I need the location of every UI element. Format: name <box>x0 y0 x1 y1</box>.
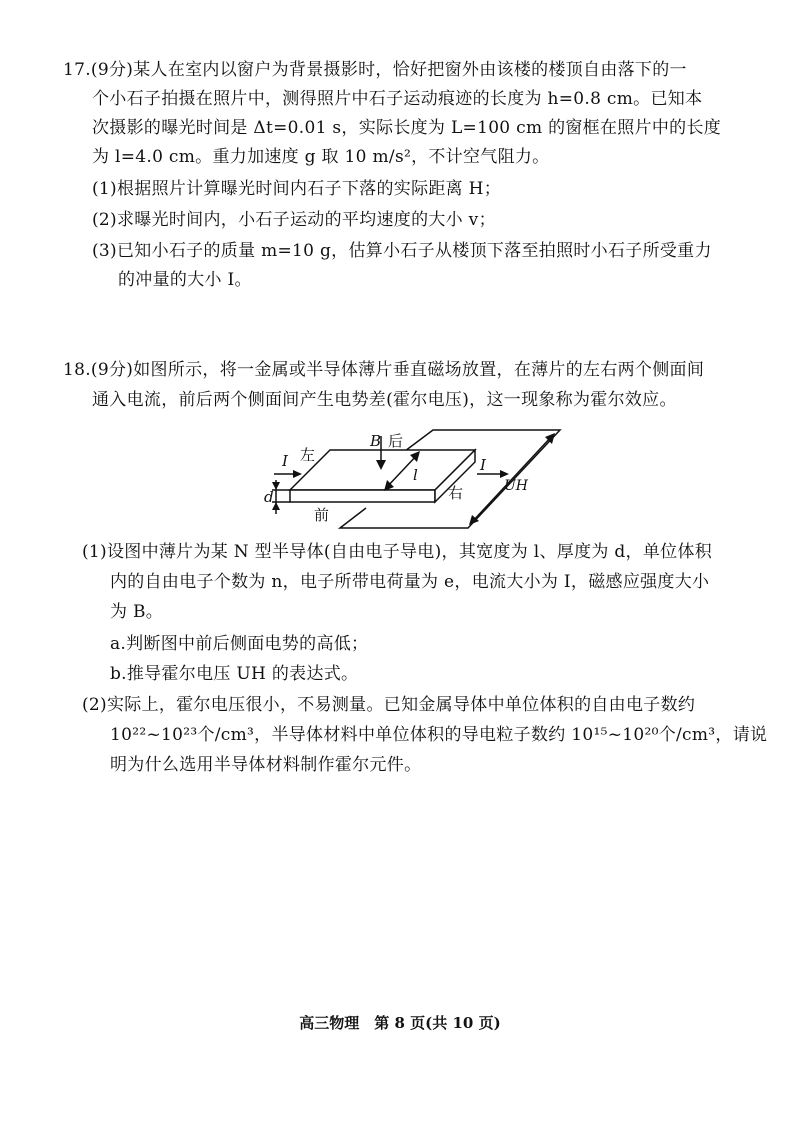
q18-sub-1-a: a.判断图中前后侧面电势的高低； <box>110 634 369 654</box>
label-left: 左 <box>300 446 316 464</box>
page-footer: 高三物理 第 8 页(共 10 页) <box>299 1014 501 1032</box>
q17-sub-3-line-1: (3)已知小石子的质量 m=10 g，估算小石子从楼顶下落至拍照时小石子所受重力 <box>92 241 712 261</box>
label-right: 右 <box>448 484 464 502</box>
q18-sub-2-line-2: 10²²~10²³个/cm³，半导体材料中单位体积的导电粒子数约 10¹⁵~10²⁰个/cm³，请说 <box>110 725 768 745</box>
q18-sub-1-line-1: (1)设图中薄片为某 N 型半导体(自由电子导电)，其宽度为 l、厚度为 d，单位体积 <box>82 542 713 562</box>
hall-effect-figure <box>260 418 570 536</box>
label-thickness: d <box>264 488 274 506</box>
label-current-right: I <box>480 456 486 474</box>
q17-line-3: 次摄影的曝光时间是 Δt=0.01 s，实际长度为 L=100 cm 的窗框在照片中的长度 <box>92 118 722 138</box>
q17-sub-3-line-2: 的冲量的大小 I。 <box>118 270 252 290</box>
current-out-arrowhead <box>500 470 509 478</box>
q18-sub-2-line-3: 明为什么选用半导体材料制作霍尔元件。 <box>110 755 422 775</box>
label-front: 前 <box>314 506 330 524</box>
q17-sub-2: (2)求曝光时间内，小石子运动的平均速度的大小 v； <box>92 210 496 230</box>
label-back: 后 <box>388 432 404 450</box>
current-in-arrowhead <box>293 470 302 478</box>
q17-line-2: 个小石子拍摄在照片中，测得照片中石子运动痕迹的长度为 h=0.8 cm。已知本 <box>92 89 703 109</box>
q17-line-4: 为 l=4.0 cm。重力加速度 g 取 10 m/s²，不计空气阻力。 <box>92 147 550 167</box>
q18-sub-1-line-2: 内的自由电子个数为 n，电子所带电荷量为 e，电流大小为 I，磁感应强度大小 <box>110 572 710 592</box>
q18-sub-1-line-3: 为 B。 <box>110 602 164 622</box>
q18-line-1: 18.(9分)如图所示，将一金属或半导体薄片垂直磁场放置，在薄片的左右两个侧面间 <box>63 360 705 380</box>
q18-sub-2-line-1: (2)实际上，霍尔电压很小，不易测量。已知金属导体中单位体积的自由电子数约 <box>82 695 696 715</box>
q18-line-2: 通入电流，前后两个侧面间产生电势差(霍尔电压)，这一现象称为霍尔效应。 <box>92 390 677 410</box>
q17-line-1: 17.(9分)某人在室内以窗户为背景摄影时，恰好把窗外由该楼的楼顶自由落下的一 <box>63 60 687 80</box>
label-current-left: I <box>282 452 288 470</box>
label-hall-voltage: UH <box>504 478 529 494</box>
label-width: l <box>413 466 418 484</box>
q17-sub-1: (1)根据照片计算曝光时间内石子下落的实际距离 H； <box>92 179 502 199</box>
slab-front-face <box>290 490 435 502</box>
q18-sub-1-b: b.推导霍尔电压 UH 的表达式。 <box>110 664 359 684</box>
label-b: B <box>370 432 382 450</box>
